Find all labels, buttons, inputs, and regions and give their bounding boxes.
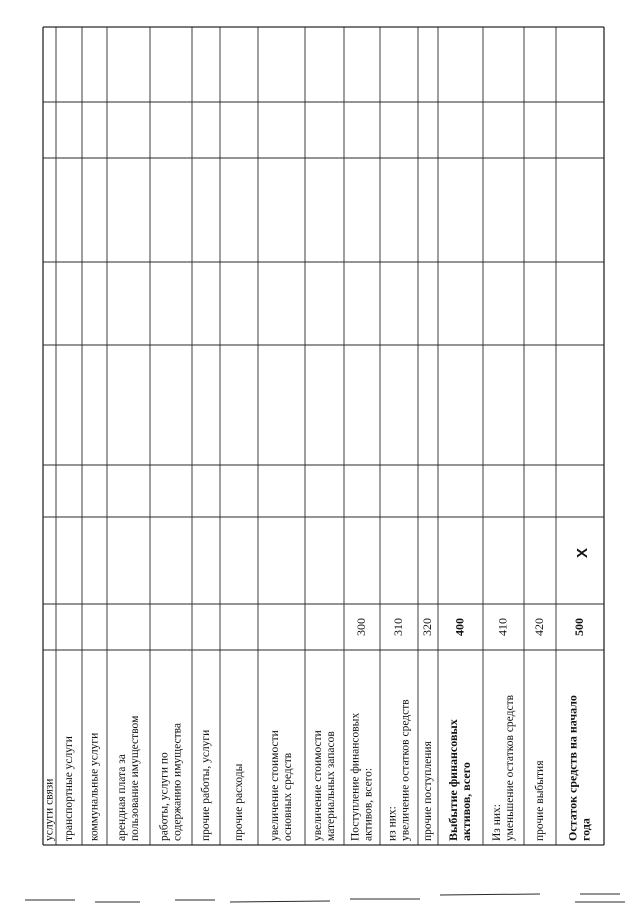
table-row [532,618,546,841]
table-row [200,730,212,841]
row-label [116,715,141,841]
row-label-line: активов, всего [458,762,473,841]
row-label [491,694,516,841]
row-label-line: увеличение стоимости [268,730,281,841]
row-label-line: Выбытие финансовых [445,719,460,841]
row-code: 320 [419,618,434,636]
row-label-line: Из них: [490,804,503,841]
row-code: 400 [452,618,467,636]
row-label [422,741,434,841]
row-label-line: прочие работы, услуги [199,729,212,841]
table-grid [43,27,604,845]
table-row [420,618,434,841]
table-row [63,736,75,841]
x-mark: X [573,547,591,559]
row-label [88,733,100,841]
row-label [43,779,55,841]
table-row [116,715,141,841]
row-label-line: прочие расходы [232,763,245,841]
row-label-line: Остаток средств на начало [565,695,580,841]
table-row [491,618,516,841]
row-label-line: прочие выбытия [533,760,546,841]
row-label [63,736,75,841]
row-label [446,719,473,841]
table-row [269,730,294,841]
row-label [312,730,337,841]
row-label-line: увеличение стоимости [311,730,324,841]
row-label-line: уменьшение остатков средств [503,694,516,841]
row-label [233,763,245,841]
row-label [200,730,212,841]
row-label-line: основных средств [281,752,294,841]
table-row [158,723,183,841]
row-label-line: года [578,818,593,841]
row-label [565,695,592,841]
table-row [233,763,245,841]
row-label-line: из них: [386,806,399,841]
table-row [386,618,411,841]
row-label-line: арендная плата за [115,754,128,841]
row-label-line: прочие поступления [421,741,434,841]
row-code: 500 [571,618,586,636]
table-row [349,618,374,841]
table-row [43,779,55,841]
row-label-line: пользование имуществом [128,715,141,841]
row-label-line: Поступление финансовых [349,712,362,841]
table-row [88,733,100,841]
row-code: 410 [495,618,510,636]
row-label-line: транспортные услуги [62,736,75,841]
row-code: 420 [531,618,546,636]
table-rows [43,618,592,841]
row-label-line: активов, всего: [362,767,375,841]
row-label-line: коммунальные услуги [88,732,101,841]
row-label-line: услуги связи [43,778,56,841]
table-row [312,730,337,841]
row-code: 300 [353,618,368,636]
row-label [386,699,411,841]
table-row [446,618,473,841]
row-label-line: работы, услуги по [158,752,171,841]
row-label-line: увеличение остатков средств [399,699,412,841]
scan-artifacts [25,894,625,902]
row-code: 310 [390,618,405,636]
row-label-line: материальных запасов [324,731,337,841]
row-label [158,723,183,841]
row-label [269,730,294,841]
row-label [349,713,374,841]
row-label [534,760,546,841]
row-label-line: содержанию имущества [171,723,184,841]
table-row [565,618,592,841]
